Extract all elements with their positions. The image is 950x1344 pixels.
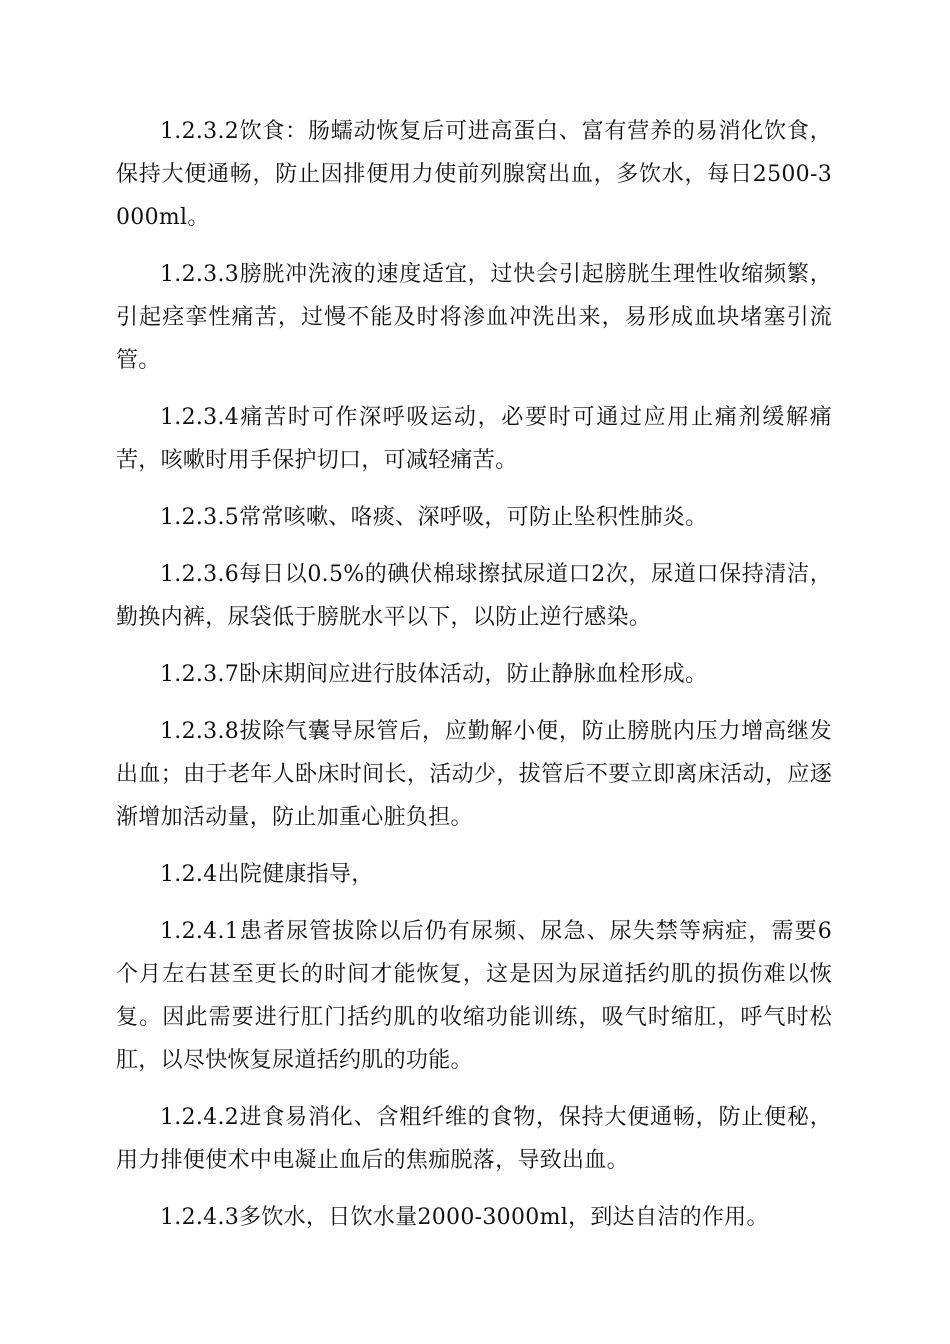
paragraph-1-2-4-3: 1.2.4.3多饮水，日饮水量2000-3000ml，到达自洁的作用。 — [160, 1205, 769, 1230]
paragraph-1-2-3-3: 1.2.3.3膀胱冲洗液的速度适宜，过快会引起膀胱生理性收缩频繁，引起痉挛性痛苦，过慢不能及时将渗血冲洗出来，易形成血块堵塞引流管。 — [116, 262, 832, 373]
paragraph-1-2-4-2: 1.2.4.2进食易消化、含粗纤维的食物，保持大便通畅，防止便秘，用力排便使术中电凝止血后的焦痂脱落，导致出血。 — [116, 1105, 832, 1173]
paragraph-1-2-3-4: 1.2.3.4痛苦时可作深呼吸运动，必要时可通过应用止痛剂缓解痛苦，咳嗽时用手保护切口，可减轻痛苦。 — [116, 405, 832, 473]
paragraph-1-2-3-7: 1.2.3.7卧床期间应进行肢体活动，防止静脉血栓形成。 — [160, 662, 708, 687]
paragraph-1-2-4-1: 1.2.4.1患者尿管拔除以后仍有尿频、尿急、尿失禁等病症，需要6个月左右甚至更长的时间才能恢复，这是因为尿道括约肌的损伤难以恢复。因此需要进行肛门括约肌的收缩功能训练，吸气时缩肛，呼气时松肛，以尽快恢复尿道括约肌的功能。 — [116, 919, 832, 1073]
document-body — [116, 110, 832, 1253]
section-heading-1-2-4: 1.2.4出院健康指导， — [160, 862, 374, 887]
paragraph-1-2-3-5: 1.2.3.5常常咳嗽、咯痰、深呼吸，可防止坠积性肺炎。 — [160, 505, 708, 530]
paragraph-1-2-3-2: 1.2.3.2饮食：肠蠕动恢复后可进高蛋白、富有营养的易消化饮食，保持大便通畅，防止因排便用力使前列腺窝出血，多饮水，每日2500-3000ml。 — [116, 119, 832, 230]
paragraph-1-2-3-6: 1.2.3.6每日以0.5%的碘伏棉球擦拭尿道口2次，尿道口保持清洁，勤换内裤，尿袋低于膀胱水平以下，以防止逆行感染。 — [116, 562, 832, 630]
paragraph-1-2-3-8: 1.2.3.8拔除气囊导尿管后，应勤解小便，防止膀胱内压力增高继发出血；由于老年人卧床时间长，活动少，拔管后不要立即离床活动，应逐渐增加活动量，防止加重心脏负担。 — [116, 719, 832, 830]
